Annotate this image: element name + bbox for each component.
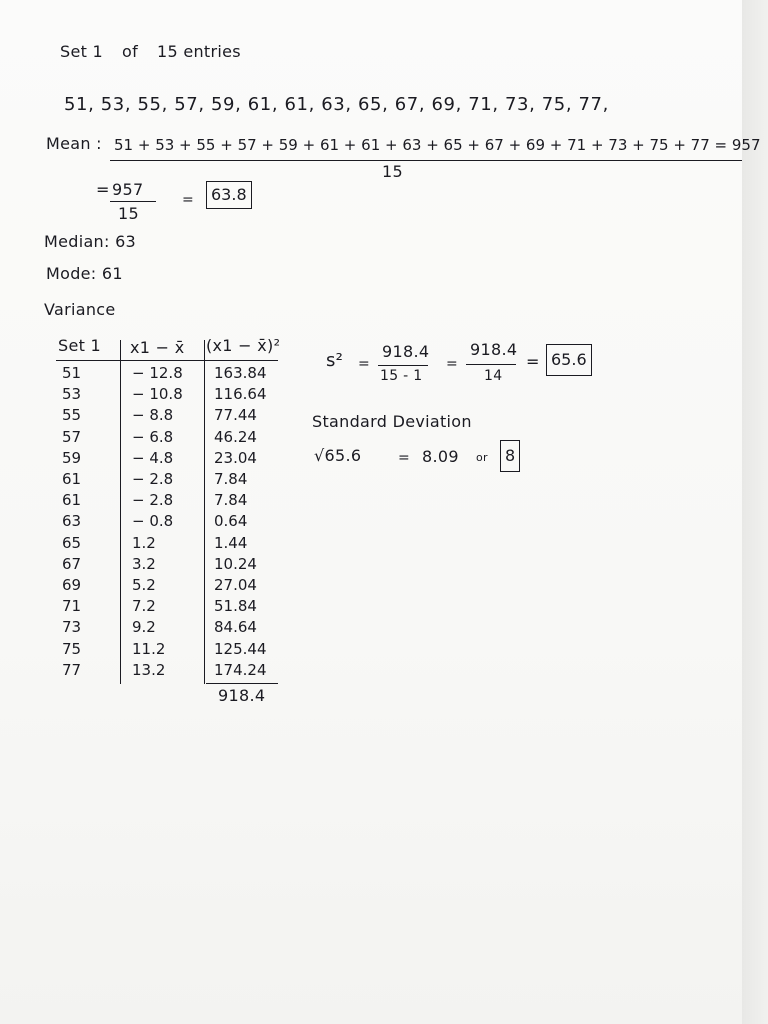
- mean-step-eq: =: [96, 180, 110, 199]
- table-cell-deviation: − 6.8: [132, 428, 174, 446]
- mean-label: Mean :: [46, 134, 102, 153]
- mean-step-den: 15: [118, 204, 139, 223]
- table-cell-deviation: 7.2: [132, 597, 156, 615]
- table-cell-value: 73: [62, 618, 82, 636]
- table-cell-value: 65: [62, 534, 82, 552]
- table-cell-value: 71: [62, 597, 82, 615]
- mean-step-num: 957: [112, 180, 144, 199]
- table-cell-squared: 77.44: [214, 406, 257, 424]
- table-total-rule: [206, 683, 278, 684]
- table-cell-deviation: − 12.8: [132, 364, 183, 382]
- data-values: 51, 53, 55, 57, 59, 61, 61, 63, 65, 67, 69, 71, 73, 75, 77,: [64, 94, 609, 115]
- mean-fraction-bar: [110, 160, 742, 161]
- table-cell-value: 55: [62, 406, 82, 424]
- table-cell-squared: 7.84: [214, 491, 248, 509]
- table-cell-deviation: − 2.8: [132, 491, 174, 509]
- stddev-result-box: 8: [500, 440, 520, 472]
- mean-denominator: 15: [382, 162, 403, 181]
- table-cell-squared: 84.64: [214, 618, 257, 636]
- table-cell-deviation: 1.2: [132, 534, 156, 552]
- mean-result-box: 63.8: [206, 181, 252, 209]
- variance-s2: s²: [326, 350, 344, 371]
- table-header-set: Set 1: [58, 336, 102, 355]
- table-divider-2: [204, 340, 205, 684]
- table-cell-squared: 125.44: [214, 640, 267, 658]
- table-cell-squared: 7.84: [214, 470, 248, 488]
- table-header-squared: (x1 − x̄)²: [206, 336, 281, 355]
- stddev-eq: =: [398, 450, 411, 466]
- heading-set: Set 1: [60, 42, 104, 61]
- stddev-value: 8.09: [422, 447, 459, 466]
- table-cell-deviation: 3.2: [132, 555, 156, 573]
- table-cell-value: 57: [62, 428, 82, 446]
- table-total: 918.4: [218, 686, 266, 705]
- table-cell-value: 69: [62, 576, 82, 594]
- table-cell-value: 61: [62, 470, 82, 488]
- table-cell-squared: 10.24: [214, 555, 257, 573]
- table-cell-squared: 1.44: [214, 534, 248, 552]
- table-cell-value: 63: [62, 512, 82, 530]
- table-cell-value: 53: [62, 385, 82, 403]
- table-cell-deviation: − 2.8: [132, 470, 174, 488]
- table-cell-squared: 46.24: [214, 428, 257, 446]
- table-cell-deviation: 5.2: [132, 576, 156, 594]
- table-header-deviation: x1 − x̄: [130, 338, 185, 357]
- table-cell-value: 75: [62, 640, 82, 658]
- table-cell-value: 67: [62, 555, 82, 573]
- variance-frac1-num: 918.4: [382, 342, 430, 361]
- mean-step-eq2: =: [182, 192, 195, 208]
- table-cell-deviation: 9.2: [132, 618, 156, 636]
- mode-line: Mode: 61: [46, 264, 123, 283]
- variance-frac1-den: 15 - 1: [380, 368, 423, 384]
- table-cell-squared: 0.64: [214, 512, 248, 530]
- variance-frac2-num: 918.4: [470, 340, 518, 359]
- table-cell-squared: 174.24: [214, 661, 267, 679]
- table-divider-1: [120, 340, 121, 684]
- variance-frac1-bar: [378, 365, 428, 366]
- variance-frac2-bar: [466, 364, 516, 365]
- table-cell-deviation: − 10.8: [132, 385, 183, 403]
- mean-step-bar: [110, 201, 156, 202]
- table-cell-value: 51: [62, 364, 82, 382]
- table-cell-squared: 163.84: [214, 364, 267, 382]
- table-cell-value: 61: [62, 491, 82, 509]
- table-cell-deviation: − 0.8: [132, 512, 174, 530]
- table-cell-squared: 23.04: [214, 449, 257, 467]
- table-cell-deviation: − 4.8: [132, 449, 174, 467]
- heading-entries: 15 entries: [157, 42, 241, 61]
- variance-eq2: =: [446, 356, 459, 372]
- mean-numerator: 51 + 53 + 55 + 57 + 59 + 61 + 61 + 63 + 65 + 67 + 69 + 71 + 73 + 75 + 77 = 957: [114, 136, 761, 154]
- table-cell-value: 77: [62, 661, 82, 679]
- variance-label: Variance: [44, 300, 116, 319]
- stddev-radical: √65.6: [314, 446, 362, 465]
- variance-frac2-den: 14: [484, 368, 503, 384]
- table-cell-squared: 51.84: [214, 597, 257, 615]
- table-cell-squared: 27.04: [214, 576, 257, 594]
- table-cell-value: 59: [62, 449, 82, 467]
- table-cell-squared: 116.64: [214, 385, 267, 403]
- table-cell-deviation: 11.2: [132, 640, 166, 658]
- table-cell-deviation: 13.2: [132, 661, 166, 679]
- variance-eq3: =: [526, 352, 540, 371]
- variance-result-box: 65.6: [546, 344, 592, 376]
- stddev-label: Standard Deviation: [312, 412, 472, 431]
- table-cell-deviation: − 8.8: [132, 406, 174, 424]
- stddev-or: or: [476, 451, 488, 464]
- variance-eq1: =: [358, 356, 371, 372]
- table-header-rule: [56, 360, 278, 361]
- median-line: Median: 63: [44, 232, 137, 251]
- heading-of: of: [122, 42, 139, 61]
